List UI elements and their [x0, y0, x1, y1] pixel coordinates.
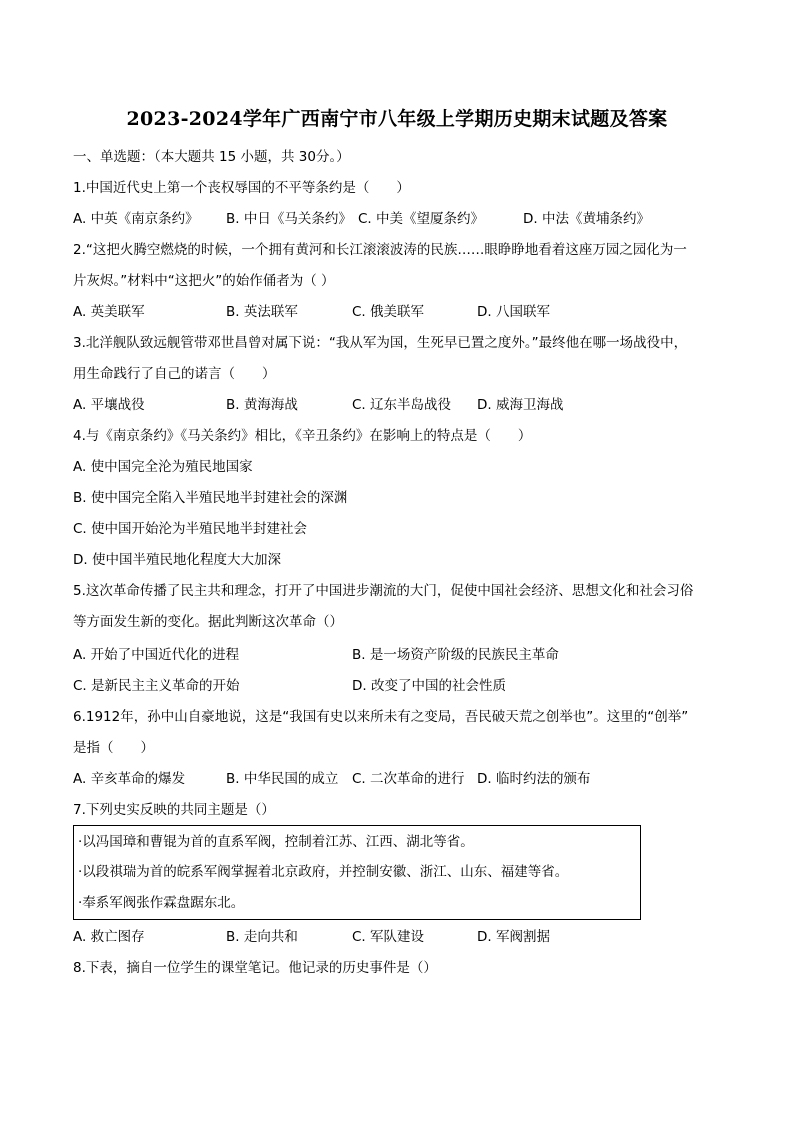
question-5-option-a: A. 开始了中国近代化的进程 [73, 647, 240, 663]
question-1-option-d: D. 中法《黄埔条约》 [523, 211, 650, 227]
section-heading: 一、单选题：（本大题共 15 小题，共 30分。） [73, 149, 350, 165]
question-2-option-c: C. 俄美联军 [352, 304, 425, 320]
question-1-option-a: A. 中英《南京条约》 [73, 211, 199, 227]
question-6-stem-line1: 6.1912年，孙中山自豪地说，这是“我国有史以来所未有之变局，吾民破天荒之创举也”。这里的“创举” [73, 709, 689, 725]
question-4-option-c: C. 使中国开始沦为半殖民地半封建社会 [73, 521, 308, 537]
question-5-option-d: D. 改变了中国的社会性质 [352, 678, 506, 694]
question-5-stem-line2: 等方面发生新的变化。据此判断这次革命（） [73, 614, 343, 630]
question-3-stem-line1: 3.北洋舰队致远舰管带邓世昌曾对属下说：“我从军为国，生死早已置之度外。”最终他在哪一场战役中， [73, 335, 688, 351]
question-2-option-d: D. 八国联军 [477, 304, 550, 320]
question-5-stem-line1: 5.这次革命传播了民主共和理念，打开了中国进步潮流的大门，促使中国社会经济、思想文化和社会习俗 [73, 583, 694, 599]
question-3-stem-line2: 用生命践行了自己的诺言（ ） [73, 366, 276, 382]
material-line-1: ·以冯国璋和曹锟为首的直系军阀，控制着江苏、江西、湖北等省。 [78, 834, 474, 850]
question-6-option-b: B. 中华民国的成立 [226, 771, 339, 787]
question-1-option-c: C. 中美《望厦条约》 [358, 211, 485, 227]
question-7-option-b: B. 走向共和 [226, 929, 298, 945]
question-4-option-a: A. 使中国完全沦为殖民地国家 [73, 459, 253, 475]
material-line-3: ·奉系军阀张作霖盘踞东北。 [78, 895, 245, 911]
question-7-option-d: D. 军阀割据 [477, 929, 550, 945]
document-title: 2023-2024学年广西南宁市八年级上学期历史期末试题及答案 [126, 108, 668, 130]
question-4-option-b: B. 使中国完全陷入半殖民地半封建社会的深渊 [73, 490, 348, 506]
question-1-stem: 1.中国近代史上第一个丧权辱国的不平等条约是（ ） [73, 180, 410, 196]
question-5-option-b: B. 是一场资产阶级的民族民主革命 [352, 647, 559, 663]
question-3-option-c: C. 辽东半岛战役 [352, 397, 452, 413]
question-7-option-a: A. 救亡图存 [73, 929, 145, 945]
question-3-option-d: D. 威海卫海战 [477, 397, 564, 413]
question-6-option-a: A. 辛亥革命的爆发 [73, 771, 186, 787]
question-3-option-a: A. 平壤战役 [73, 397, 145, 413]
question-3-option-b: B. 黄海海战 [226, 397, 298, 413]
question-4-stem: 4.与《南京条约》《马关条约》相比，《辛丑条约》在影响上的特点是（ ） [73, 428, 532, 444]
question-2-option-a: A. 英美联军 [73, 304, 145, 320]
question-8-stem: 8.下表，摘自一位学生的课堂笔记。他记录的历史事件是（） [73, 960, 437, 976]
question-2-stem-line2: 片灰烬。”材料中“这把火”的始作俑者为（ ） [73, 273, 335, 289]
question-4-option-d: D. 使中国半殖民地化程度大大加深 [73, 552, 281, 568]
question-2-stem-line1: 2.“这把火腾空燃烧的时候，一个拥有黄河和长江滚滚波涛的民族……眼睁睁地看着这座万园之园化为一 [73, 242, 687, 258]
question-6-stem-line2: 是指（ ） [73, 740, 154, 756]
question-7-stem: 7.下列史实反映的共同主题是（） [73, 802, 275, 818]
question-2-option-b: B. 英法联军 [226, 304, 298, 320]
question-5-option-c: C. 是新民主主义革命的开始 [73, 678, 240, 694]
question-6-option-d: D. 临时约法的颁布 [477, 771, 591, 787]
question-7-option-c: C. 军队建设 [352, 929, 425, 945]
question-6-option-c: C. 二次革命的进行 [352, 771, 465, 787]
question-1-option-b: B. 中日《马关条约》 [226, 211, 352, 227]
material-line-2: ·以段祺瑞为首的皖系军阀掌握着北京政府，并控制安徽、浙江、山东、福建等省。 [78, 864, 569, 880]
question-7-material-box [73, 825, 641, 920]
